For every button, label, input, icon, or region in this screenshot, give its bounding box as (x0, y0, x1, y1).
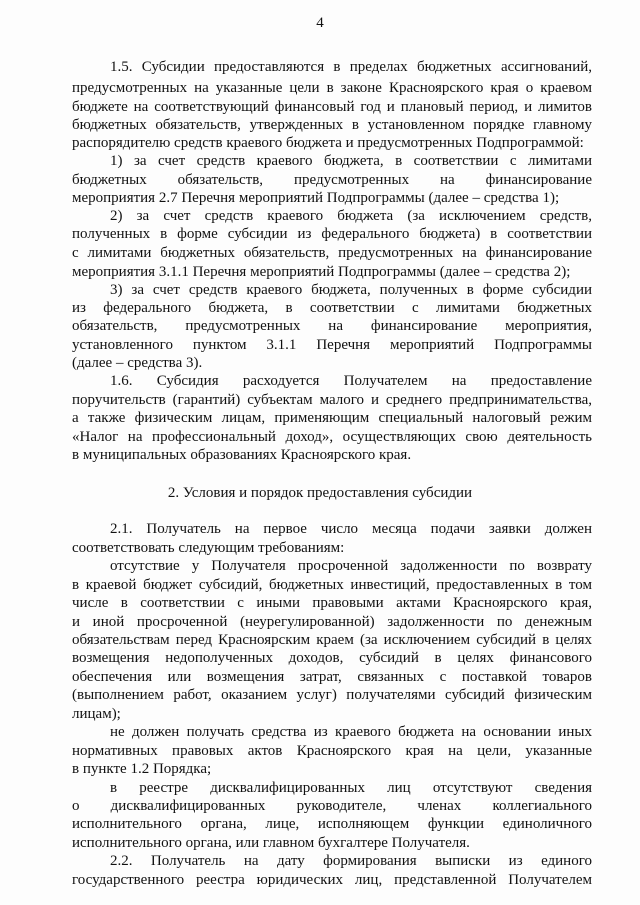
text-line: (далее – средства 3). (72, 355, 203, 371)
text-line: в реестре дисквалифицированных лиц отсутствуют сведения (110, 780, 592, 796)
text-line: мероприятия 3.1.1 Перечня мероприятий Подпрограммы (далее – средства 2); (72, 264, 571, 280)
text-line: возмещения недополученных доходов, субсидий в целях финансового (72, 650, 592, 666)
section-heading: 2. Условия и порядок предоставления субсидии (167, 485, 473, 501)
text-line: установленного пунктом 3.1.1 Перечня мероприятий Подпрограммы (72, 337, 592, 353)
text-line: в муниципальных образованиях Красноярского края. (72, 447, 412, 463)
text-line: бюджетных обязательств, утвержденных в установленном порядке главному (72, 117, 592, 133)
text-line: государственного реестра юридических лиц, представленной Получателем (72, 872, 592, 888)
text-line: исполнительного органа, или главном бухгалтере Получателя. (72, 835, 470, 851)
text-line: и иной просроченной (неурегулированной) задолженности по денежным (72, 614, 592, 630)
text-line: 3) за счет средств краевого бюджета, полученных в форме субсидии (110, 282, 592, 298)
text-line: 2.2. Получатель на дату формирования выписки из единого (110, 853, 592, 869)
text-line: числе в соответствии с иными правовыми актами Красноярского края, (72, 595, 592, 611)
text-line: 1.5. Субсидии предоставляются в пределах бюджетных ассигнований, (110, 59, 592, 75)
text-line: бюджетных обязательств, предусмотренных на финансирование (72, 172, 592, 188)
text-line: 2.1. Получатель на первое число месяца подачи заявки должен (110, 521, 592, 537)
text-line: (выполнением работ, оказанием услуг) получателями субсидий физическим (72, 687, 592, 703)
text-line: 1.6. Субсидия расходуется Получателем на предоставление (110, 373, 592, 389)
page-number: 4 (316, 15, 324, 31)
text-line: из федерального бюджета, в соответствии с лимитами бюджетных (72, 300, 592, 316)
text-line: с лимитами бюджетных обязательств, предусмотренных на финансирование (72, 245, 592, 261)
text-line: отсутствие у Получателя просроченной задолженности по возврату (110, 558, 592, 574)
text-line: 1) за счет средств краевого бюджета, в соответствии с лимитами (110, 153, 592, 169)
text-line: распорядителю средств краевого бюджета и предусмотренных Подпрограммой: (72, 135, 584, 151)
text-line: предусмотренных на указанные цели в законе Красноярского края о краевом (72, 80, 592, 96)
text-line: о дисквалифицированных руководителе, членах коллегиального (72, 798, 592, 814)
text-line: 2) за счет средств краевого бюджета (за исключением средств, (110, 208, 592, 224)
text-line: полученных в форме субсидии из федерального бюджета) в соответствии (72, 226, 592, 242)
text-line: бюджете на соответствующий финансовый год и плановый период, и лимитов (72, 99, 592, 115)
text-line: «Налог на профессиональный доход», осуществляющих свою деятельность (72, 429, 592, 445)
text-line: обязательствам перед Красноярским краем (за исключением субсидий в целях (72, 632, 592, 648)
text-line: обеспечения или возмещения затрат, связанных с поставкой товаров (72, 669, 592, 685)
text-line: лицам); (72, 706, 121, 722)
text-line: в пункте 1.2 Порядка; (72, 761, 212, 777)
text-line: нормативных правовых актов Красноярского края на цели, указанные (72, 743, 592, 759)
text-line: не должен получать средства из краевого бюджета на основании иных (110, 724, 592, 740)
text-line: поручительств (гарантий) субъектам малого и среднего предпринимательства, (72, 392, 592, 408)
text-line: в краевой бюджет субсидий, бюджетных инвестиций, предоставленных в том (72, 577, 592, 593)
text-line: исполнительного органа, лице, исполняющем функции единоличного (72, 816, 592, 832)
text-line: соответствовать следующим требованиям: (72, 540, 345, 556)
text-line: а также физическим лицам, применяющим специальный налоговый режим (72, 410, 592, 426)
text-line: обязательств, предусмотренных на финансирование мероприятия, (72, 318, 592, 334)
text-line: мероприятия 2.7 Перечня мероприятий Подпрограммы (далее – средства 1); (72, 190, 560, 206)
